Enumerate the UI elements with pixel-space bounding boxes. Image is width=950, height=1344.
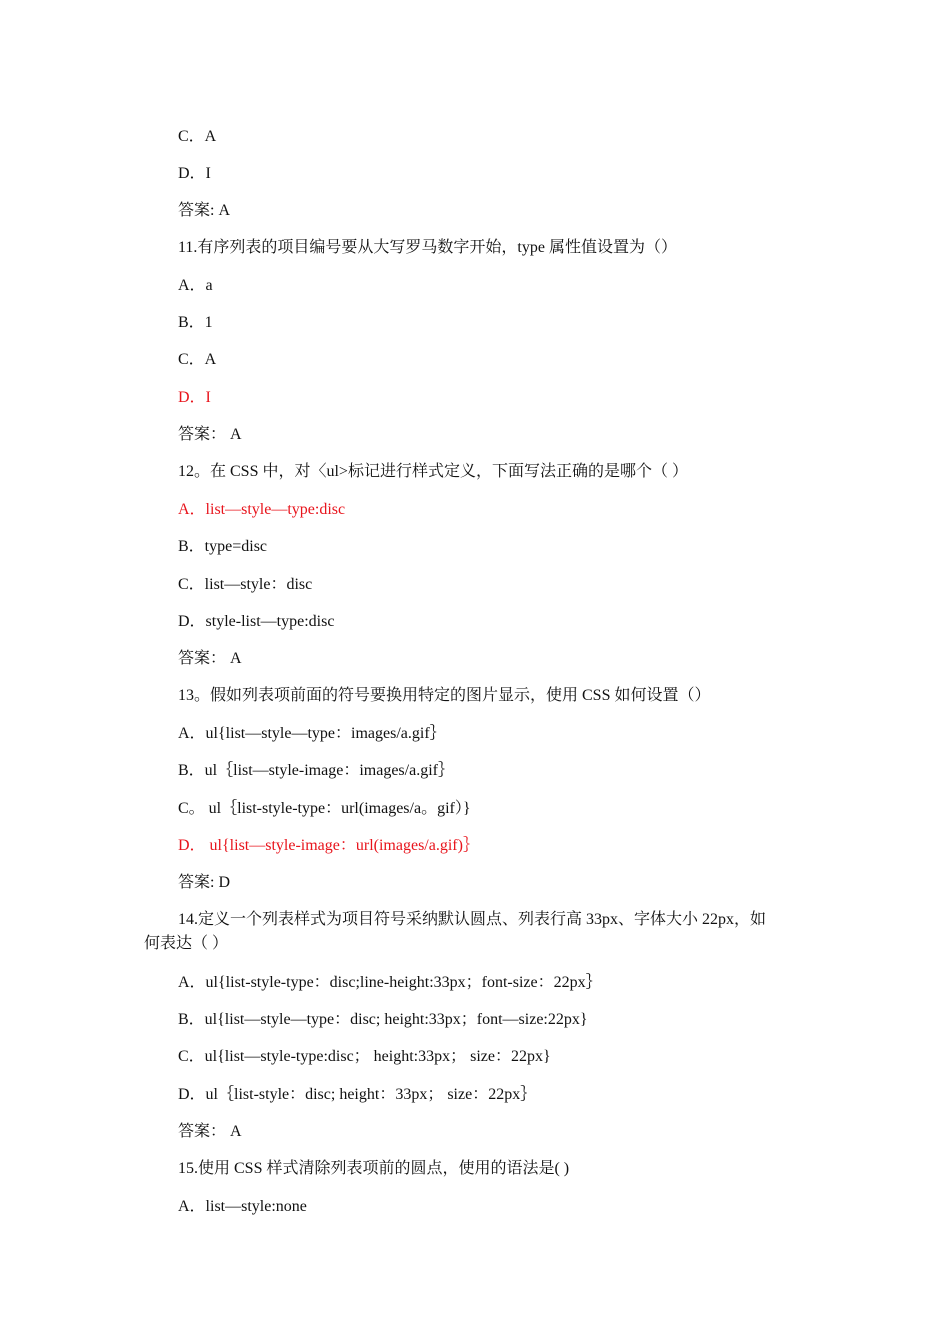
option-b: B．ul{list—style—type：disc; height:33px；font—size:22px} [178, 1011, 588, 1028]
option-c: C。 ul｛list-style-type：url(images/a。gif）} [178, 800, 471, 817]
option-c: C．ul{list—style-type:disc； height:33px； size：22px} [178, 1048, 551, 1065]
option-c: C．A [178, 351, 217, 368]
answer: 答案: D [178, 874, 231, 891]
option-b: B．ul｛list—style-image：images/a.gif｝ [178, 762, 454, 779]
question-15: 15.使用 CSS 样式清除列表项前的圆点，使用的语法是( ) [178, 1160, 570, 1177]
answer: 答案： A [178, 1123, 242, 1140]
option-a-highlighted: A．list—style—type:disc [178, 501, 346, 518]
answer: 答案: A [178, 202, 231, 219]
question-14-line-1: 14.定义一个列表样式为项目符号采纳默认圆点、列表行高 33px、字体大小 22px，如 [178, 911, 767, 928]
question-14 [144, 908, 814, 956]
option-a: A．list—style:none [178, 1198, 307, 1215]
option-a: A．ul{list—style—type：images/a.gif｝ [178, 725, 446, 742]
option-a: A．ul{list-style-type：disc;line-height:33px；font-size：22px｝ [178, 974, 602, 991]
option-d: D．style-list—type:disc [178, 613, 335, 630]
question-14-line-2: 何表达（ ） [144, 935, 229, 952]
option-b: B．1 [178, 314, 213, 331]
option-d: D．ul｛list-style：disc; height：33px； size：22px｝ [178, 1086, 537, 1103]
option-c: C．A [178, 128, 217, 145]
option-b: B．type=disc [178, 538, 268, 555]
option-d: D．I [178, 165, 211, 182]
option-d-highlighted: D．I [178, 389, 211, 406]
option-a: A．a [178, 277, 213, 294]
option-c: C．list—style：disc [178, 576, 313, 593]
option-d-highlighted: D． ul{list—style-image：url(images/a.gif)｝ [178, 837, 479, 854]
question-11: 11.有序列表的项目编号要从大写罗马数字开始，type 属性值设置为（） [178, 239, 677, 256]
question-12: 12。在 CSS 中，对〈ul>标记进行样式定义，下面写法正确的是哪个（ ） [178, 463, 688, 480]
answer: 答案： A [178, 426, 242, 443]
question-13: 13。假如列表项前面的符号要换用特定的图片显示，使用 CSS 如何设置（） [178, 687, 711, 704]
answer: 答案： A [178, 650, 242, 667]
